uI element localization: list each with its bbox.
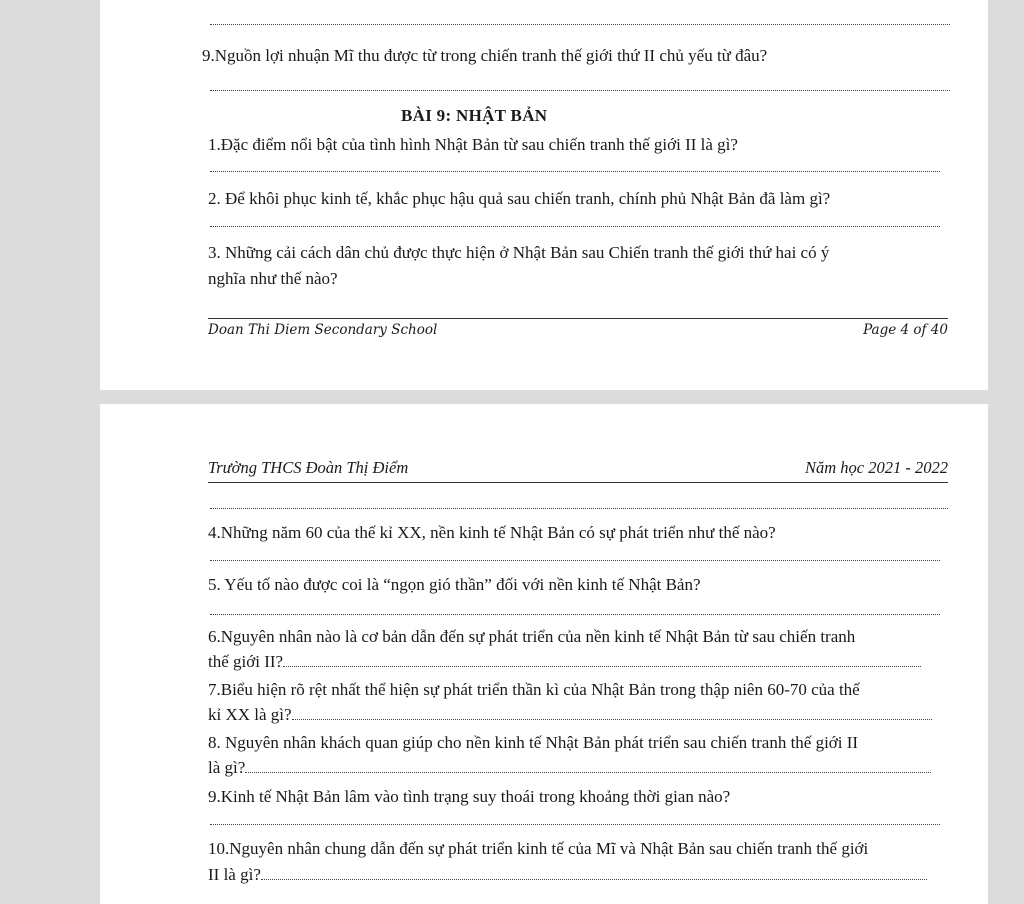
question-6-line-1: 6.Nguyên nhân nào là cơ bản dẫn đến sự phát triển của nền kinh tế Nhật Bản từ sau chiến tranh: [208, 627, 856, 646]
question-8-line-2: [208, 755, 931, 781]
question-9-us-profit: 9.Nguồn lợi nhuận Mĩ thu được từ trong chiến tranh thế giới thứ II chủ yếu từ đâu?: [202, 46, 768, 65]
answer-line: [261, 878, 927, 880]
question-6-line-2: [208, 649, 921, 675]
answer-line: [210, 560, 940, 561]
footer-rule: [208, 318, 948, 319]
answer-line: [210, 508, 948, 509]
question-3-line-1: 3. Những cải cách dân chủ được thực hiện ở Nhật Bản sau Chiến tranh thế giới thứ hai có ý: [208, 243, 830, 262]
question-7-line-2: [208, 702, 932, 728]
answer-line: [210, 614, 940, 615]
question-7-line-1: 7.Biểu hiện rõ rệt nhất thể hiện sự phát triển thần kì của Nhật Bản trong thập niên 60-70 của thế: [208, 680, 860, 699]
question-1: 1.Đặc điểm nổi bật của tình hình Nhật Bản từ sau chiến tranh thế giới II là gì?: [208, 135, 738, 154]
question-10-line-1: 10.Nguyên nhân chung dẫn đến sự phát triển kinh tế của Mĩ và Nhật Bản sau chiến tranh thế giới: [208, 839, 869, 858]
question-3-line-2: nghĩa như thế nào?: [208, 269, 338, 288]
question-7-line-2-text: kỉ XX là gì?: [208, 705, 292, 724]
answer-line: [210, 226, 940, 227]
question-10-line-2: [208, 862, 927, 888]
question-5: 5. Yếu tố nào được coi là “ngọn gió thần” đối với nền kinh tế Nhật Bản?: [208, 575, 701, 594]
question-8-line-2-text: là gì?: [208, 758, 246, 777]
answer-line: [210, 824, 940, 825]
answer-line: [245, 771, 931, 773]
question-4: 4.Những năm 60 của thế kỉ XX, nền kinh tế Nhật Bản có sự phát triển như thế nào?: [208, 523, 776, 542]
answer-line: [210, 90, 950, 91]
document-page-5: [100, 404, 988, 904]
question-10-line-2-text: II là gì?: [208, 865, 261, 884]
answer-line: [292, 718, 932, 720]
question-8-line-1: 8. Nguyên nhân khách quan giúp cho nền kinh tế Nhật Bản phát triển sau chiến tranh thế giới II: [208, 733, 859, 752]
answer-line: [210, 171, 940, 172]
lesson-title: BÀI 9: NHẬT BẢN: [401, 106, 548, 125]
answer-line: [210, 24, 950, 25]
question-9: 9.Kinh tế Nhật Bản lâm vào tình trạng suy thoái trong khoảng thời gian nào?: [208, 787, 731, 806]
document-page-4: [100, 0, 988, 390]
question-2: 2. Để khôi phục kinh tế, khắc phục hậu quả sau chiến tranh, chính phủ Nhật Bản đã làm gì?: [208, 189, 831, 208]
answer-line: [283, 665, 921, 667]
header-school-year: Năm học 2021 - 2022: [805, 458, 948, 477]
footer-page-number: Page 4 of 40: [863, 322, 948, 338]
header-school-name: Trường THCS Đoàn Thị Điểm: [208, 458, 409, 477]
question-6-line-2-text: thế giới II?: [208, 652, 284, 671]
header-rule: [208, 482, 948, 483]
footer-school-name: Doan Thi Diem Secondary School: [208, 322, 438, 338]
